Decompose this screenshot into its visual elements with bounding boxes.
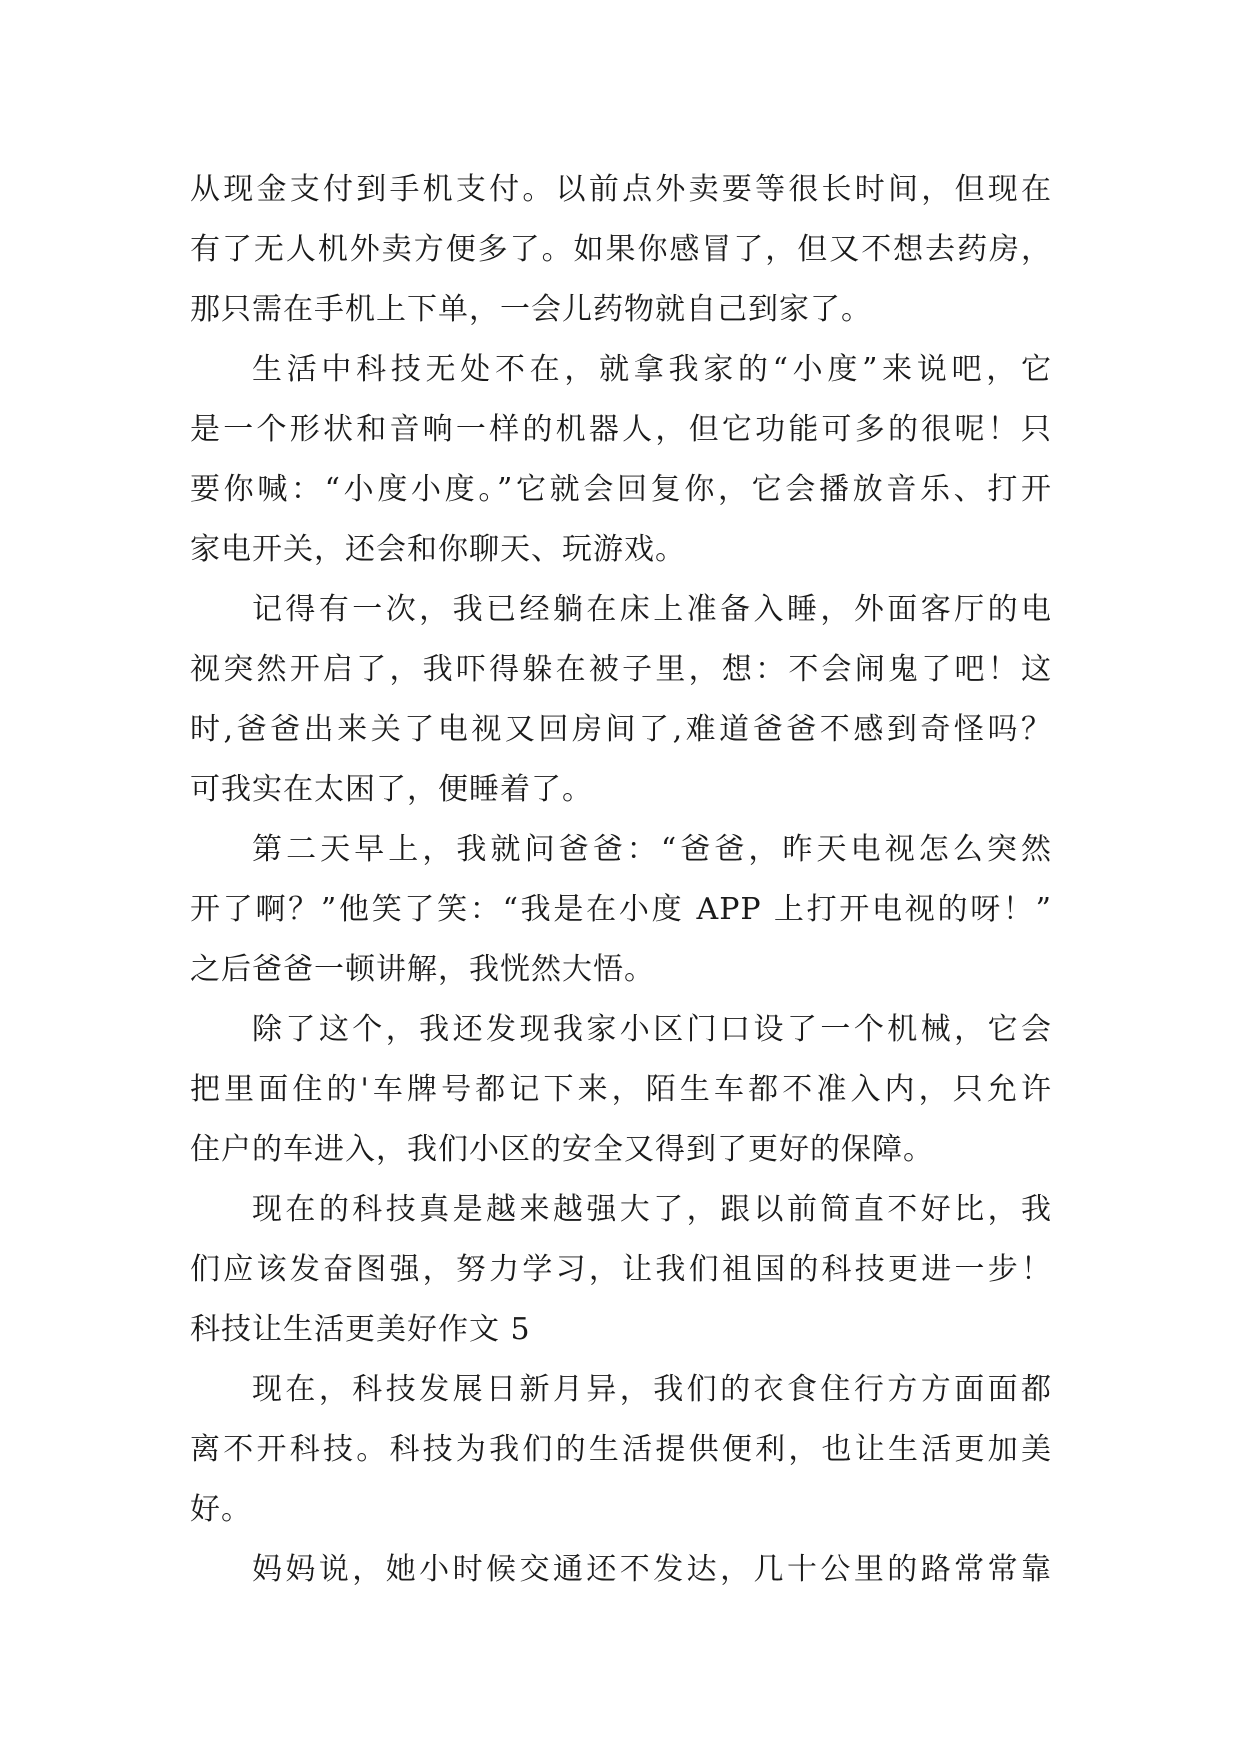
text-line: 生活中科技无处不在，就拿我家的“小度”来说吧，它 bbox=[252, 352, 1052, 387]
text-line: 要你喊：“小度小度。”它就会回复你，它会播放音乐、打开 bbox=[190, 472, 1052, 507]
text-line: 家电开关，还会和你聊天、玩游戏。 bbox=[190, 532, 686, 567]
text-line: 住户的车进入，我们小区的安全又得到了更好的保障。 bbox=[190, 1132, 934, 1167]
text-line: 记得有一次，我已经躺在床上准备入睡，外面客厅的电 bbox=[252, 592, 1052, 627]
document-body bbox=[190, 160, 1052, 1600]
text-line: 那只需在手机上下单，一会儿药物就自己到家了。 bbox=[190, 292, 872, 327]
text-line: 离不开科技。科技为我们的生活提供便利，也让生活更加美 bbox=[190, 1432, 1052, 1467]
text-line: 从现金支付到手机支付。以前点外卖要等很长时间，但现在 bbox=[190, 172, 1052, 207]
text-line: 除了这个，我还发现我家小区门口设了一个机械，它会 bbox=[252, 1012, 1052, 1047]
text-line: 时,爸爸出来关了电视又回房间了,难道爸爸不感到奇怪吗？ bbox=[190, 712, 1052, 747]
text-line: 好。 bbox=[190, 1492, 252, 1527]
text-line: 现在，科技发展日新月异，我们的衣食住行方方面面都 bbox=[252, 1372, 1052, 1407]
text-line: 有了无人机外卖方便多了。如果你感冒了，但又不想去药房， bbox=[190, 232, 1052, 267]
text-line: 第二天早上，我就问爸爸：“爸爸，昨天电视怎么突然 bbox=[252, 832, 1052, 867]
text-line: 科技让生活更美好作文 5 bbox=[190, 1312, 531, 1347]
text-line: 视突然开启了，我吓得躲在被子里，想：不会闹鬼了吧！这 bbox=[190, 652, 1052, 687]
text-line: 们应该发奋图强，努力学习，让我们祖国的科技更进一步！ bbox=[190, 1252, 1052, 1287]
text-line: 妈妈说，她小时候交通还不发达，几十公里的路常常靠 bbox=[252, 1552, 1052, 1587]
text-line: 可我实在太困了，便睡着了。 bbox=[190, 772, 593, 807]
text-line: 开了啊？”他笑了笑：“我是在小度 APP 上打开电视的呀！” bbox=[190, 892, 1052, 927]
text-line: 把里面住的'车牌号都记下来，陌生车都不准入内，只允许 bbox=[190, 1072, 1052, 1107]
text-line: 之后爸爸一顿讲解，我恍然大悟。 bbox=[190, 952, 655, 987]
text-line: 是一个形状和音响一样的机器人，但它功能可多的很呢！只 bbox=[190, 412, 1052, 447]
text-line: 现在的科技真是越来越强大了，跟以前简直不好比，我 bbox=[252, 1192, 1052, 1227]
